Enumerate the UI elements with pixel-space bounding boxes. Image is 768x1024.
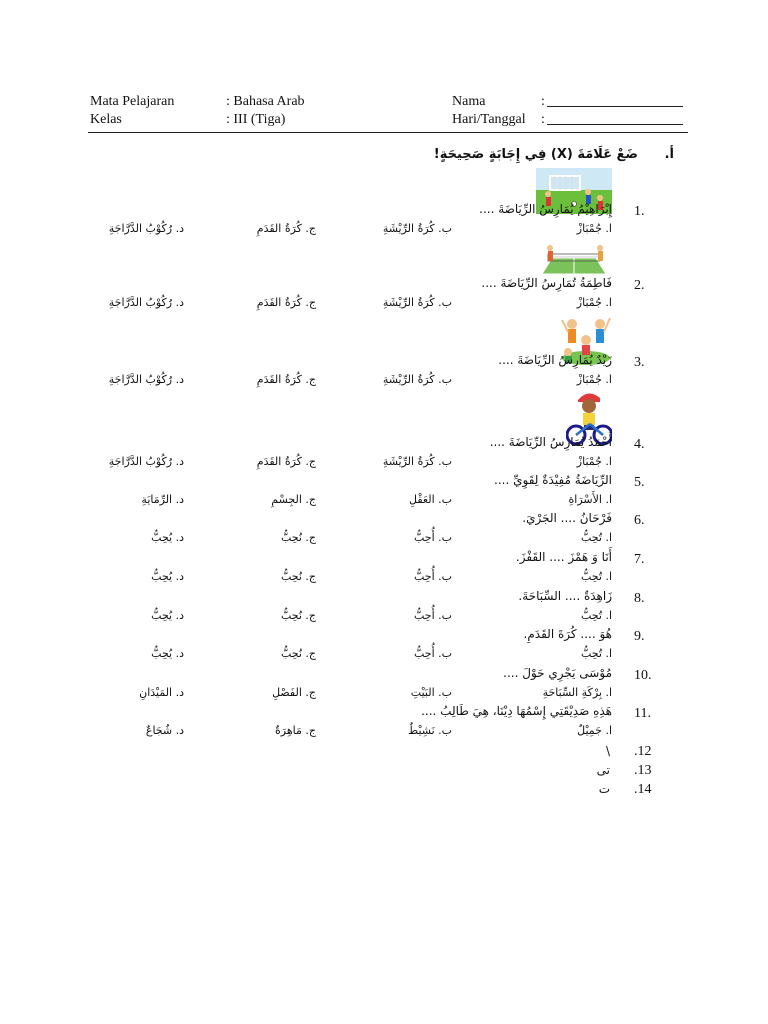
question-text: مُوْسَى يَجْرِي حَوْلَ .... [503, 666, 612, 680]
question-text: هُوَ .... كُرَةَ القَدَمِ. [523, 627, 612, 641]
question-number: 10. [634, 668, 652, 683]
option-a[interactable]: ا. الأَسْرَاةِ [568, 493, 612, 506]
item-number: .13 [634, 763, 652, 778]
option-b[interactable]: ب. أُحِبُّ [413, 570, 452, 583]
option-d[interactable]: د. يُحِبُّ [151, 570, 184, 583]
option-a[interactable]: ا. جُمْبَازْ [576, 296, 612, 309]
option-c[interactable]: ج. كُرَةُ القَدَمِ [256, 222, 316, 235]
question-number: 6. [634, 513, 645, 528]
question-text: فَرْحَانُ .... الجَرْيَ. [522, 511, 612, 525]
option-b[interactable]: ب. كُرَةُ الرِّيْشَةِ [382, 373, 452, 386]
option-a[interactable]: ا. تُحِبُّ [580, 609, 612, 622]
question-text: فَاطِمَةُ تُمَارِسُ الرِّيَاضَةَ .... [481, 276, 612, 290]
question-text: هَذِهِ صَدِيْقَتِي إِسْمُهَا دِيْنَا، هِيَ طَالِبُ .... [421, 704, 612, 718]
question-text: زَيْدٌ يُمَارِسُ الرِّيَاضَةَ .... [498, 353, 612, 367]
question-number: 3. [634, 355, 645, 370]
subject-value: : Bahasa Arab [226, 94, 305, 109]
question-number: 2. [634, 278, 645, 293]
question-number: 7. [634, 552, 645, 567]
option-b[interactable]: ب. أُحِبُّ [413, 531, 452, 544]
question-number: 8. [634, 591, 645, 606]
option-d[interactable]: د. الرِّمَايَةِ [141, 493, 184, 506]
option-a[interactable]: ا. تُحِبُّ [580, 570, 612, 583]
option-c[interactable]: ج. الجِسْمِ [271, 493, 316, 506]
item-text: تى [596, 763, 610, 777]
date-label: Hari/Tanggal [452, 112, 526, 127]
option-c[interactable]: ج. نُحِبُّ [280, 609, 316, 622]
question-number: 1. [634, 204, 645, 219]
option-d[interactable]: د. يُحِبُّ [151, 609, 184, 622]
item-number: .12 [634, 744, 652, 759]
name-blank-line [547, 106, 683, 107]
option-c[interactable]: ج. كُرَةُ القَدَمِ [256, 455, 316, 468]
option-d[interactable]: د. يُحِبُّ [151, 531, 184, 544]
option-d[interactable]: د. رُكُوْبُ الدَّرَّاجَةِ [108, 222, 184, 235]
question-text: إِبْرَاهِيْمُ يُمَارِسُ الرِّيَاضَةَ .... [479, 202, 612, 216]
option-a[interactable]: ا. جُمْبَازْ [576, 455, 612, 468]
option-a[interactable]: ا. جُمْبَازْ [576, 373, 612, 386]
option-a[interactable]: ا. بِرْكَةِ السِّبَاحَةِ [542, 686, 612, 699]
class-value: : III (Tiga) [226, 112, 286, 127]
option-c[interactable]: ج. نُحِبُّ [280, 570, 316, 583]
date-blank-line [547, 124, 683, 125]
option-d[interactable]: د. شُجَاعٌ [145, 724, 184, 737]
question-number: 9. [634, 629, 645, 644]
option-a[interactable]: ا. جَمِيْلٌ [577, 724, 612, 737]
item-text: \ [605, 744, 610, 758]
option-c[interactable]: ج. نُحِبُّ [280, 647, 316, 660]
section-letter: أ. [664, 147, 674, 162]
option-d[interactable]: د. رُكُوْبُ الدَّرَّاجَةِ [108, 455, 184, 468]
option-c[interactable]: ج. كُرَةُ القَدَمِ [256, 296, 316, 309]
question-text: الرِّيَاضَةُ مُفِيْدَةٌ لِقَوِيِّ .... [494, 473, 612, 487]
option-b[interactable]: ب. كُرَةُ الرِّيْشَةِ [382, 455, 452, 468]
question-text: زَاهِدَةٌ .... السِّبَاحَةَ. [518, 589, 612, 603]
item-text: ت [598, 782, 610, 796]
option-b[interactable]: ب. أُحِبُّ [413, 609, 452, 622]
option-b[interactable]: ب. البَيْتِ [410, 686, 452, 699]
option-a[interactable]: ا. تُحِبُّ [580, 647, 612, 660]
option-b[interactable]: ب. كُرَةُ الرِّيْشَةِ [382, 296, 452, 309]
option-c[interactable]: ج. مَاهِرَةٌ [275, 724, 316, 737]
option-b[interactable]: ب. العَقْلِ [409, 493, 452, 506]
section-instruction: ضَعْ عَلَامَةَ (X) فِي إِجَابَةٍ صَحِيحَةٍ! [433, 147, 638, 162]
option-d[interactable]: د. رُكُوْبُ الدَّرَّاجَةِ [108, 373, 184, 386]
option-d[interactable]: د. المَيْدَانِ [139, 686, 184, 699]
date-colon: : [541, 112, 545, 127]
item-number: .14 [634, 782, 652, 797]
option-c[interactable]: ج. كُرَةُ القَدَمِ [256, 373, 316, 386]
name-label: Nama [452, 94, 486, 109]
option-d[interactable]: د. يُحِبُّ [151, 647, 184, 660]
option-b[interactable]: ب. نَشِيْطٌ [408, 724, 452, 737]
question-number: 5. [634, 475, 645, 490]
question-text: أَحْمَدُ يُمَارِسُ الرِّيَاضَةَ .... [489, 435, 612, 449]
option-a[interactable]: ا. جُمْبَازْ [576, 222, 612, 235]
question-text: أَنَا وَ هَمْزَ .... القَفْزَ. [515, 550, 612, 564]
question-number: 4. [634, 437, 645, 452]
option-d[interactable]: د. رُكُوْبُ الدَّرَّاجَةِ [108, 296, 184, 309]
question-number: 11. [634, 706, 651, 721]
option-b[interactable]: ب. كُرَةُ الرِّيْشَةِ [382, 222, 452, 235]
class-label: Kelas [90, 112, 122, 127]
name-colon: : [541, 94, 545, 109]
option-c[interactable]: ج. الفَصْلِ [272, 686, 316, 699]
option-a[interactable]: ا. تُحِبُّ [580, 531, 612, 544]
option-c[interactable]: ج. نُحِبُّ [280, 531, 316, 544]
subject-label: Mata Pelajaran [90, 94, 175, 109]
option-b[interactable]: ب. أُحِبُّ [413, 647, 452, 660]
header-divider [88, 132, 688, 133]
